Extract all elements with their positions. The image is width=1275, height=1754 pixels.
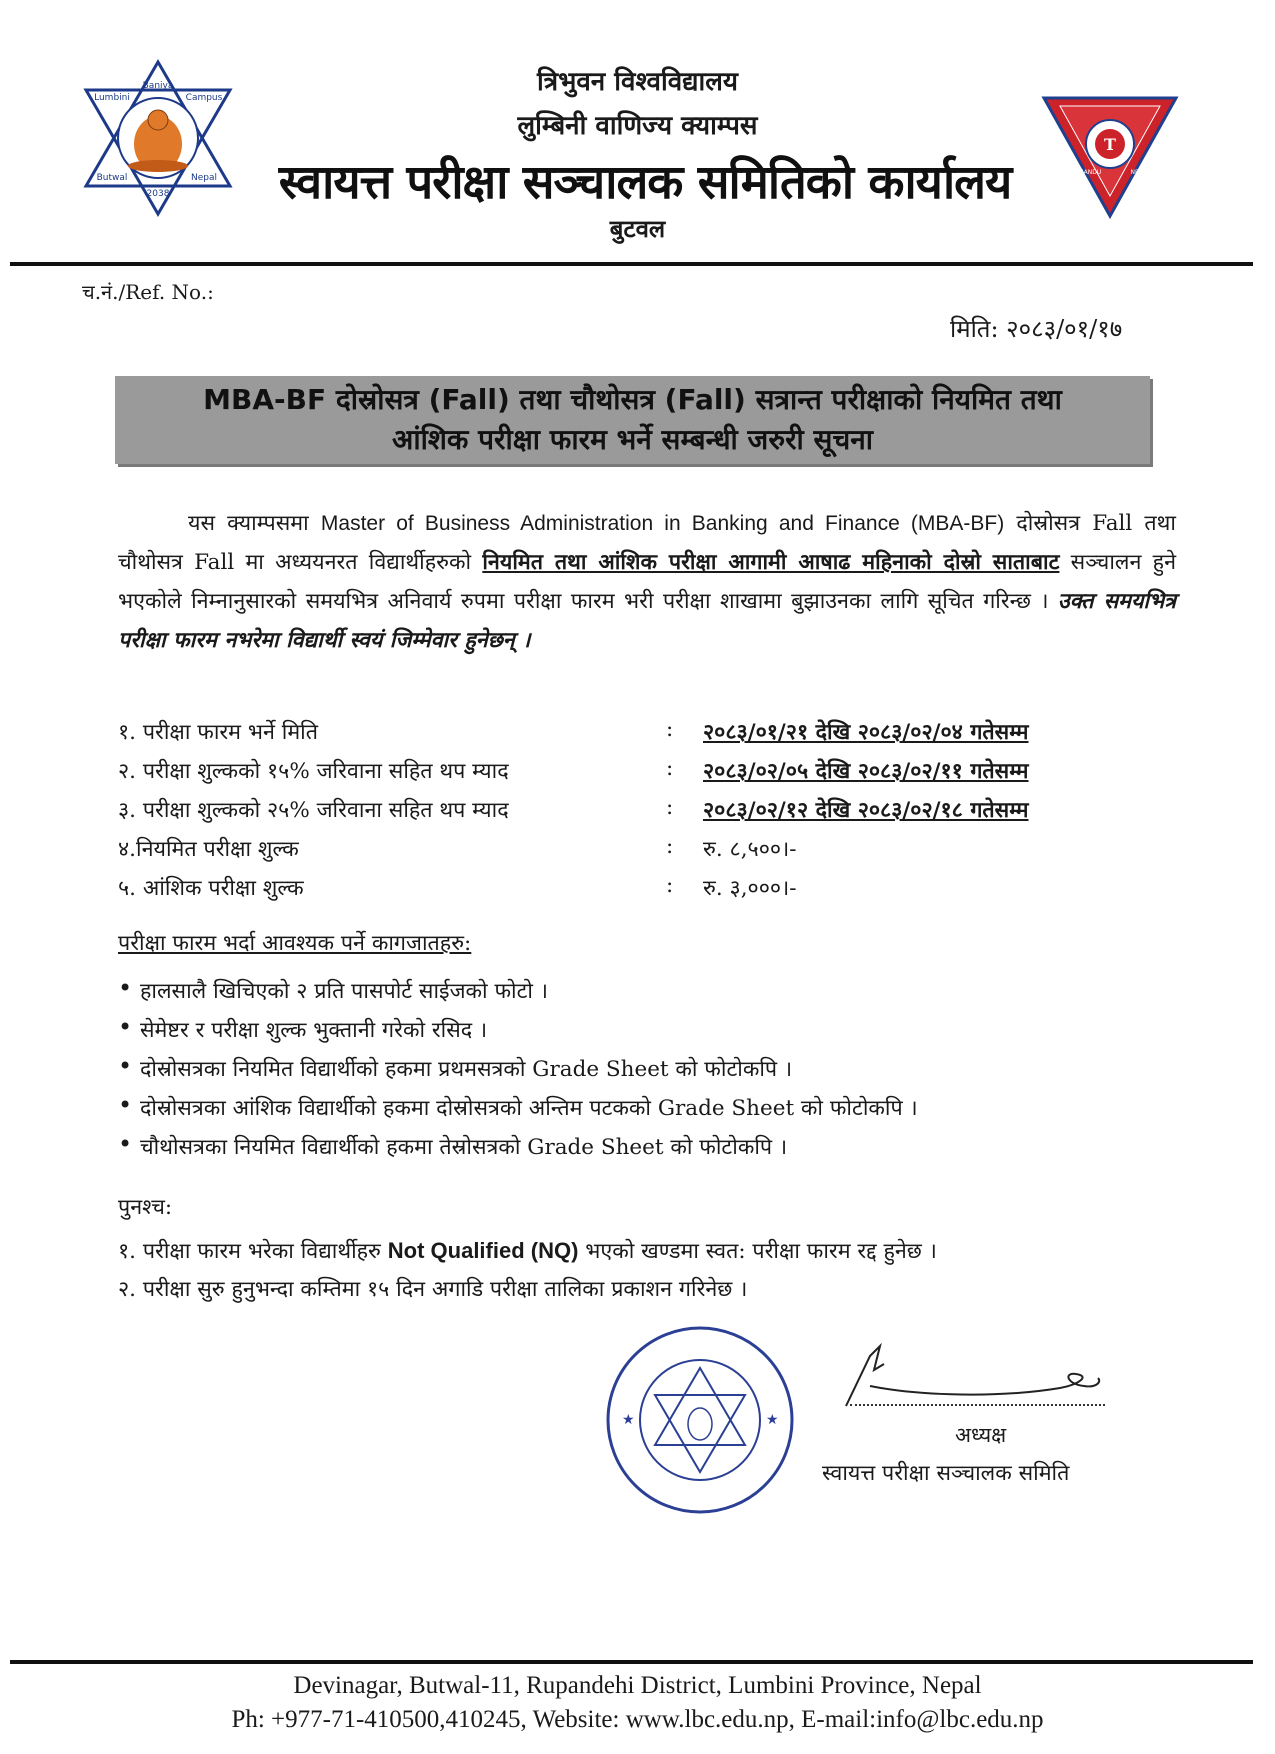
svg-text:Baniya: Baniya (142, 81, 174, 91)
svg-text:★: ★ (766, 1412, 779, 1428)
schedule-value: रु. ३,०००।- (703, 876, 797, 901)
nq-label: Not Qualified (NQ) (387, 1238, 579, 1263)
body-part-1: यस क्याम्पसमा (188, 511, 309, 536)
campus-name: लुम्बिनी वाणिज्य क्याम्पस (517, 111, 758, 141)
ref-number-label: च.नं./Ref. No.: (82, 280, 214, 304)
schedule-value: २०८३/०१/२१ देखि २०८३/०२/०४ गतेसम्म (703, 720, 1029, 745)
body-part-3: दोस्रोसत्र Fall तथा चौथोसत्र Fall मा अध्ययनरत विद्यार्थीहरुको (118, 511, 1176, 575)
postscript-item-2: २. परीक्षा सुरु हुनुभन्दा कम्तिमा १५ दिन अगाडि परीक्षा तालिका प्रकाशन गरिनेछ । (118, 1277, 748, 1302)
svg-text:★: ★ (622, 1412, 635, 1428)
list-item: • दोस्रोसत्रका नियमित विद्यार्थीको हकमा प्रथमसत्रको Grade Sheet को फोटोकपि । (118, 1054, 1178, 1093)
schedule-colon: : (666, 795, 674, 820)
notice-body (118, 504, 1176, 660)
exam-timing: नियमित तथा आंशिक परीक्षा आगामी आषाढ महिनाको दोस्रो साताबाट (482, 550, 1060, 575)
schedule-value: २०८३/०२/०५ देखि २०८३/०२/११ गतेसम्म (703, 759, 1029, 784)
schedule-row (118, 795, 1178, 834)
schedule-value: २०८३/०२/१२ देखि २०८३/०२/१८ गतेसम्म (703, 798, 1029, 823)
signatory-title: अध्यक्ष (955, 1423, 1007, 1447)
university-name: त्रिभुवन विश्वविद्यालय (536, 67, 738, 97)
svg-text:Lumbini: Lumbini (94, 93, 130, 103)
svg-text:T: T (1104, 135, 1116, 154)
postscript-heading: पुनश्च: (118, 1195, 173, 1220)
schedule-label: १. परीक्षा फारम भर्ने मिति (118, 720, 319, 745)
footer-divider (10, 1660, 1253, 1664)
schedule-row (118, 717, 1178, 756)
svg-text:Butwal: Butwal (96, 173, 128, 183)
documents-list (118, 976, 1178, 1171)
postscript-text: १. परीक्षा फारम भरेका विद्यार्थीहरु (118, 1239, 381, 1264)
notice-title-line1: MBA-BF दोस्रोसत्र (Fall) तथा चौथोसत्र (Fall) सत्रान्त परीक्षाको नियमित तथा (203, 383, 1062, 416)
schedule-list (118, 717, 1178, 912)
notice-title-line2: आंशिक परीक्षा फारम भर्ने सम्बन्धी जरुरी सूचना (391, 423, 874, 456)
postscript-list (118, 1236, 1178, 1312)
city-name: बुटवल (609, 215, 666, 243)
schedule-label: ३. परीक्षा शुल्कको २५% जरिवाना सहित थप म्याद (118, 798, 509, 823)
list-item: • हालसालै खिचिएको २ प्रति पासपोर्ट साईजको फोटो । (118, 976, 1178, 1015)
schedule-row (118, 756, 1178, 795)
documents-heading: परीक्षा फारम भर्दा आवश्यक पर्ने कागजातहरु: (118, 931, 472, 956)
schedule-colon: : (666, 756, 674, 781)
signatory-organization: स्वायत्त परीक्षा सञ्चालक समिति (822, 1461, 1070, 1486)
svg-text:Campus: Campus (185, 93, 223, 103)
schedule-label: २. परीक्षा शुल्कको १५% जरिवाना सहित थप म्याद (118, 759, 509, 784)
warning-text: उक्त समयभित्र परीक्षा फारम नभरेमा विद्यार्थी स्वयं जिम्मेवार हुनेछन् । (118, 589, 1176, 653)
notice-date: मिति: २०८३/०१/१७ (950, 315, 1123, 343)
schedule-row (118, 873, 1178, 912)
footer-address: Devinagar, Butwal-11, Rupandehi District, Lumbini Province, Nepal (293, 1672, 982, 1699)
schedule-label: ४.नियमित परीक्षा शुल्क (118, 837, 299, 862)
svg-text:KATHMANDU: KATHMANDU (1062, 169, 1102, 176)
schedule-colon: : (666, 717, 674, 742)
svg-text:NEPAL: NEPAL (1130, 169, 1150, 176)
schedule-colon: : (666, 873, 674, 898)
svg-text:Nepal: Nepal (191, 173, 217, 183)
list-item: • दोस्रोसत्रका आंशिक विद्यार्थीको हकमा दोस्रोसत्रको अन्तिम पटकको Grade Sheet को फोटोकपि । (118, 1093, 1178, 1132)
schedule-label: ५. आंशिक परीक्षा शुल्क (118, 876, 304, 901)
body-part-5: सञ्चालन हुने भएकोले निम्नानुसारको समयभित्र अनिवार्य रुपमा परीक्षा फारम भरी परीक्षा शाखामा बुझाउनका लागि सूचित गरिन्छ । (118, 550, 1176, 614)
header-divider (10, 262, 1253, 266)
postscript-item-1 (118, 1236, 1178, 1274)
footer-contact: Ph: +977-71-410500,410245, Website: www.lbc.edu.np, E-mail:info@lbc.edu.np (231, 1706, 1044, 1733)
office-seal (600, 1320, 800, 1520)
list-item: • चौथोसत्रका नियमित विद्यार्थीको हकमा तेस्रोसत्रको Grade Sheet को फोटोकपि । (118, 1132, 1178, 1171)
schedule-colon: : (666, 834, 674, 859)
list-item: • सेमेष्टर र परीक्षा शुल्क भुक्तानी गरेको रसिद । (118, 1015, 1178, 1054)
notice-title-banner (115, 376, 1150, 464)
signature-line (850, 1404, 1105, 1406)
schedule-value: रु. ८,५००।- (703, 837, 797, 862)
schedule-row (118, 834, 1178, 873)
svg-text:2038: 2038 (146, 189, 170, 199)
program-name: Master of Business Administration in Banking and Finance (MBA-BF) (320, 512, 1005, 535)
postscript-text: भएको खण्डमा स्वत: परीक्षा फारम रद्द हुनेछ । (585, 1239, 937, 1264)
office-name: स्वायत्त परीक्षा सञ्चालक समितिको कार्यालय (278, 155, 1012, 210)
